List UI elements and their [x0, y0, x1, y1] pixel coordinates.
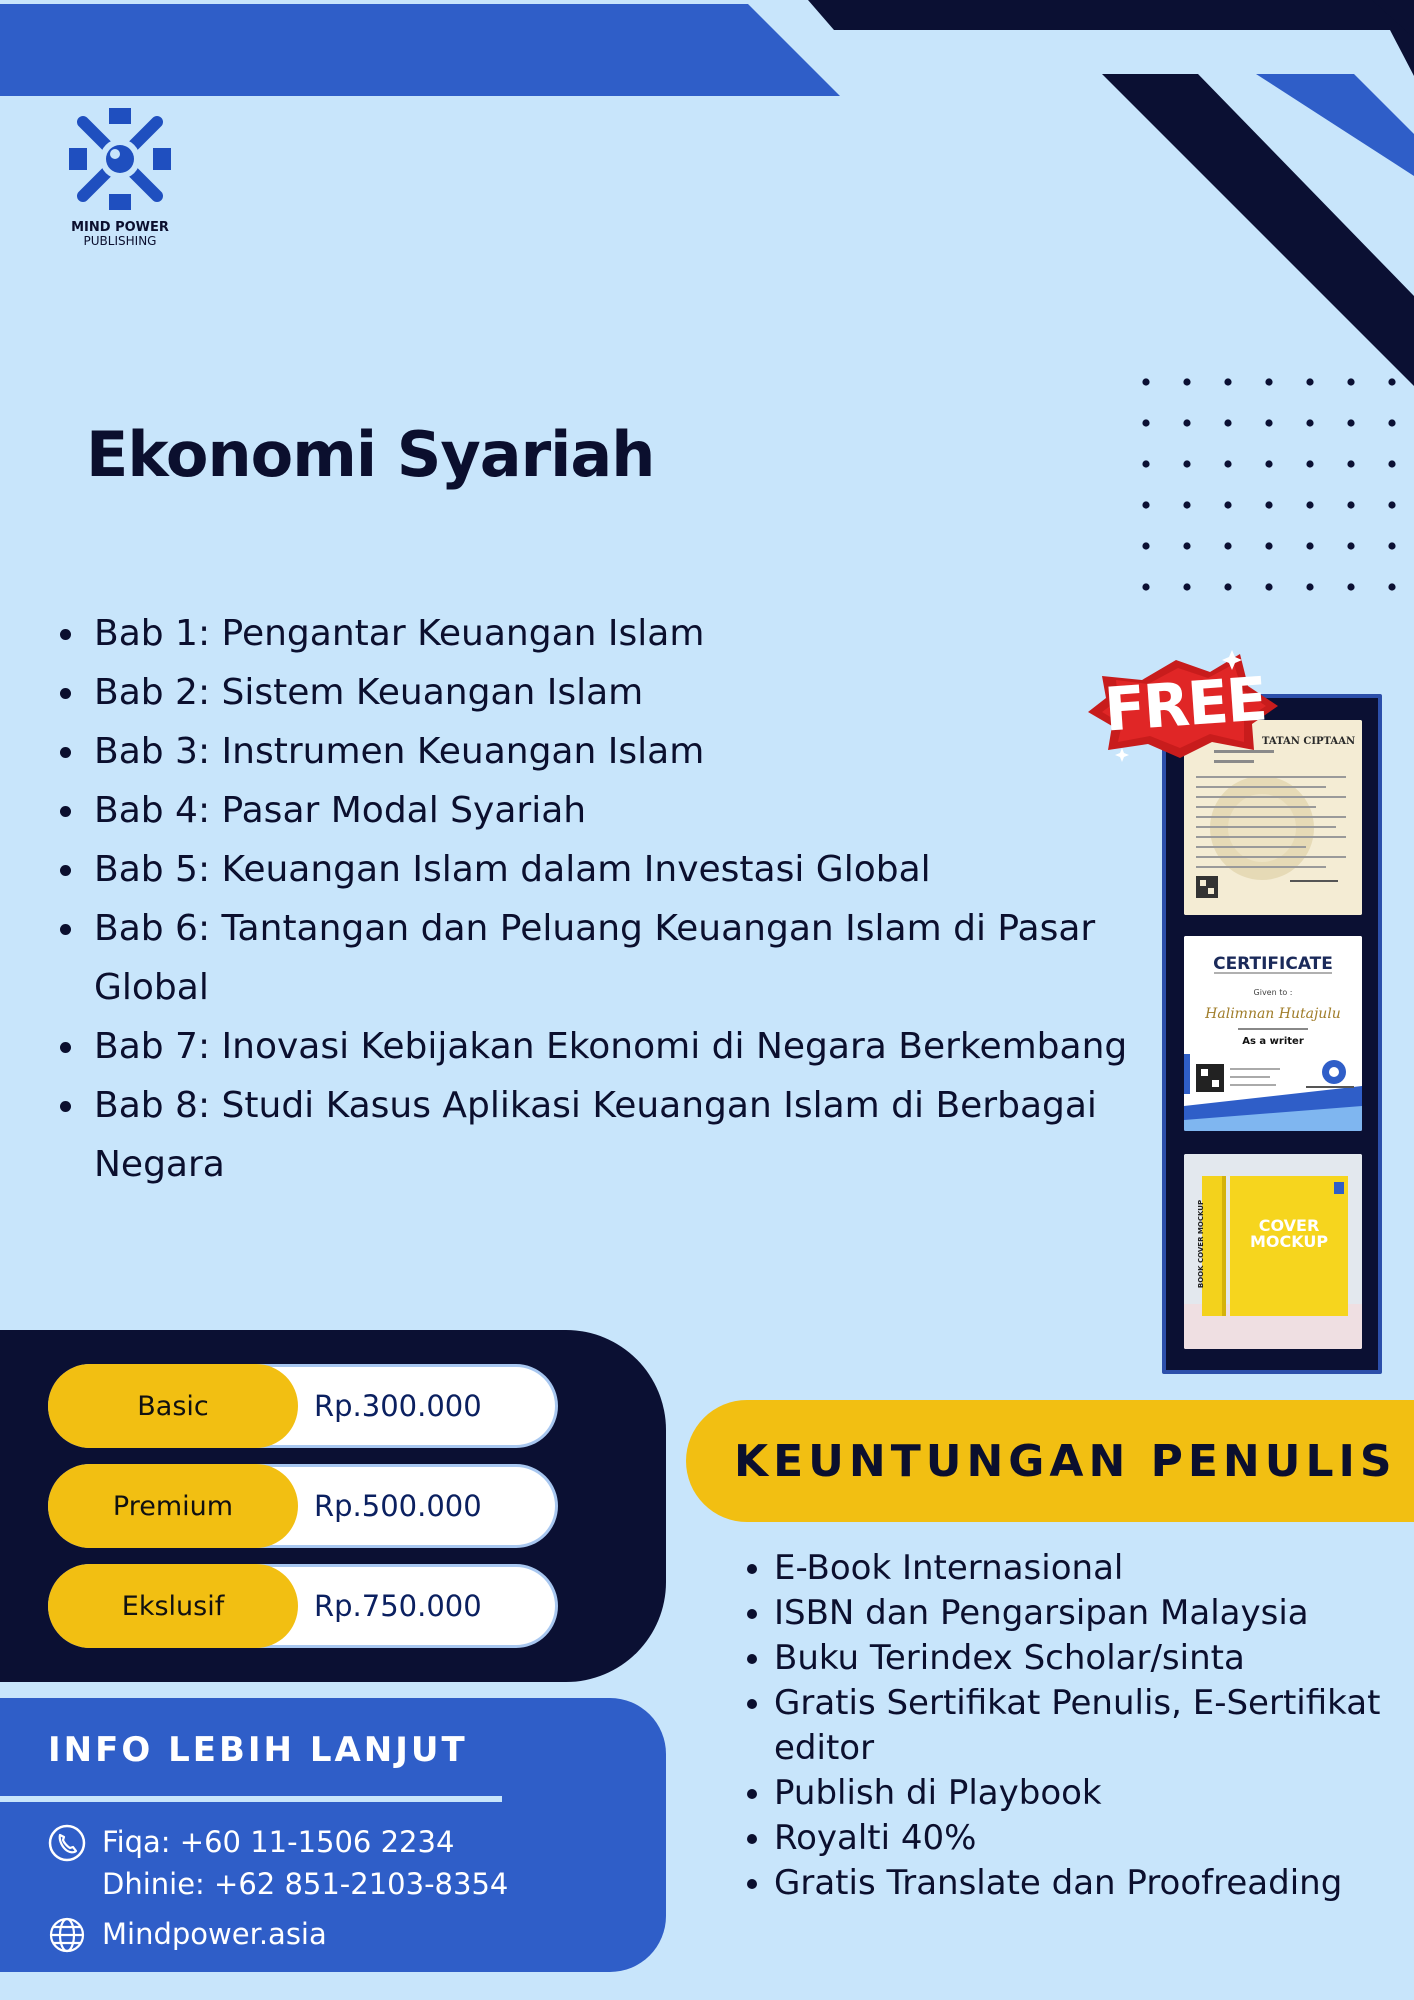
chapter-item: • Bab 3: Instrumen Keuangan Islam: [88, 722, 1208, 781]
free-bonus-panel: [1162, 694, 1382, 1374]
certificate-role: As a writer: [1242, 1036, 1304, 1047]
certificate-heading: CERTIFICATE: [1213, 954, 1333, 974]
decor-dot: [1265, 378, 1272, 385]
decor-dot: [1142, 501, 1149, 508]
phone-icon: [48, 1824, 86, 1862]
decor-dot: [1183, 378, 1190, 385]
certificate-given-to: Given to :: [1253, 988, 1293, 997]
decor-dot: [1306, 542, 1313, 549]
benefits-title: KEUNTUNGAN PENULIS: [734, 1435, 1397, 1487]
cover-spine-text: BOOK COVER MOCKUP: [1197, 1199, 1205, 1289]
chapter-item: • Bab 5: Keuangan Islam dalam Investasi Global: [88, 840, 1208, 899]
decor-dot: [1388, 583, 1395, 590]
decor-dot: [1142, 419, 1149, 426]
benefit-item: • Gratis Translate dan Proofreading: [774, 1861, 1414, 1906]
certificate-thumbnail: [1184, 936, 1362, 1131]
benefit-item: • E-Book Internasional: [774, 1546, 1414, 1591]
package-name: Ekslusif: [48, 1564, 298, 1648]
decor-dot: [1142, 542, 1149, 549]
decor-dot: [1388, 378, 1395, 385]
decor-dot: [1388, 542, 1395, 549]
decor-dot: [1347, 542, 1354, 549]
free-badge-label: FREE: [1102, 664, 1268, 746]
decor-dot: [1224, 501, 1231, 508]
package-premium[interactable]: [48, 1464, 558, 1548]
decor-dot: [1347, 378, 1354, 385]
decor-dot: [1183, 501, 1190, 508]
decor-dot: [1142, 583, 1149, 590]
package-ekslusif[interactable]: [48, 1564, 558, 1648]
benefit-item: • Royalti 40%: [774, 1816, 1414, 1861]
package-basic[interactable]: [48, 1364, 558, 1448]
decor-dot: [1306, 501, 1313, 508]
logo-text-mind-power: MIND POWER: [71, 220, 169, 235]
decor-dot: [1224, 378, 1231, 385]
cover-mockup-text-line1: COVER: [1258, 1216, 1320, 1235]
package-price: Rp.500.000: [314, 1489, 482, 1523]
decor-dot: [1265, 460, 1272, 467]
benefit-item: • Buku Terindex Scholar/sinta: [774, 1636, 1414, 1681]
decor-dot: [1265, 583, 1272, 590]
benefits-list: [736, 1546, 1414, 1906]
chapter-item: • Bab 1: Pengantar Keuangan Islam: [88, 604, 1208, 663]
decor-dot: [1224, 419, 1231, 426]
benefits-header: [686, 1400, 1414, 1522]
decor-dot: [1224, 542, 1231, 549]
decor-dot: [1347, 419, 1354, 426]
decor-dot: [1265, 542, 1272, 549]
benefit-item: • ISBN dan Pengarsipan Malaysia: [774, 1591, 1414, 1636]
decor-dot: [1347, 460, 1354, 467]
copyright-heading: TATAN CIPTAAN: [1262, 736, 1356, 747]
globe-icon: [48, 1916, 86, 1954]
decor-dot: [1265, 419, 1272, 426]
decor-dot: [1265, 501, 1272, 508]
decor-dot: [1142, 378, 1149, 385]
info-divider: [0, 1796, 502, 1802]
book-cover-mockup-image: [1184, 1154, 1362, 1349]
decor-dot: [1388, 460, 1395, 467]
chapter-item: • Bab 7: Inovasi Kebijakan Ekonomi di Negara Berkembang: [88, 1017, 1208, 1076]
publisher-logo: [60, 104, 180, 248]
certificate-recipient-name: Halimnan Hutajulu: [1205, 1006, 1341, 1022]
package-price: Rp.300.000: [314, 1389, 482, 1423]
info-title: INFO LEBIH LANJUT: [48, 1730, 468, 1770]
package-name: Basic: [48, 1364, 298, 1448]
website-link[interactable]: Mindpower.asia: [102, 1917, 327, 1951]
logo-text-publishing: PUBLISHING: [83, 234, 157, 248]
decor-dot: [1183, 460, 1190, 467]
book-title: Ekonomi Syariah: [86, 418, 655, 491]
chapter-item: • Bab 6: Tantangan dan Peluang Keuangan Islam di Pasar Global: [88, 899, 1134, 1017]
chapter-item: • Bab 4: Pasar Modal Syariah: [88, 781, 1208, 840]
pricing-panel: [0, 1330, 666, 1682]
decor-dot: [1388, 419, 1395, 426]
decor-dot: [1224, 583, 1231, 590]
decor-dot: [1347, 501, 1354, 508]
dot-grid-decoration: [1130, 372, 1414, 594]
mind-power-logo-icon: [65, 104, 175, 214]
benefit-item: • Publish di Playbook: [774, 1771, 1414, 1816]
decor-dot: [1142, 460, 1149, 467]
decor-dot: [1183, 583, 1190, 590]
chapter-item: • Bab 2: Sistem Keuangan Islam: [88, 663, 1208, 722]
header-decoration: [0, 0, 1414, 400]
decor-dot: [1388, 501, 1395, 508]
cover-mockup-text-line2: MOCKUP: [1249, 1232, 1329, 1251]
chapter-list: [50, 604, 1208, 1194]
decor-dot: [1306, 419, 1313, 426]
contact-info-panel: [0, 1698, 666, 1972]
decor-dot: [1183, 542, 1190, 549]
package-price: Rp.750.000: [314, 1589, 482, 1623]
free-badge: [1082, 646, 1286, 770]
top-blue-banner: [0, 4, 840, 96]
decor-dot: [1224, 460, 1231, 467]
phone-number-dhinie[interactable]: Dhinie: +62 851-2103-8354: [102, 1867, 509, 1901]
chapter-item: • Bab 8: Studi Kasus Aplikasi Keuangan Islam di Berbagai Negara: [88, 1076, 1134, 1194]
phone-number-fiqa[interactable]: Fiqa: +60 11-1506 2234: [102, 1825, 455, 1859]
cover-mockup-thumbnail: [1184, 1154, 1362, 1349]
decor-dot: [1306, 378, 1313, 385]
top-dark-stripe: [808, 0, 1414, 76]
decor-dot: [1306, 460, 1313, 467]
package-name: Premium: [48, 1464, 298, 1548]
decor-dot: [1306, 583, 1313, 590]
benefit-item: • Gratis Sertifikat Penulis, E-Sertifikat editor: [774, 1681, 1414, 1771]
decor-dot: [1183, 419, 1190, 426]
decor-dot: [1347, 583, 1354, 590]
